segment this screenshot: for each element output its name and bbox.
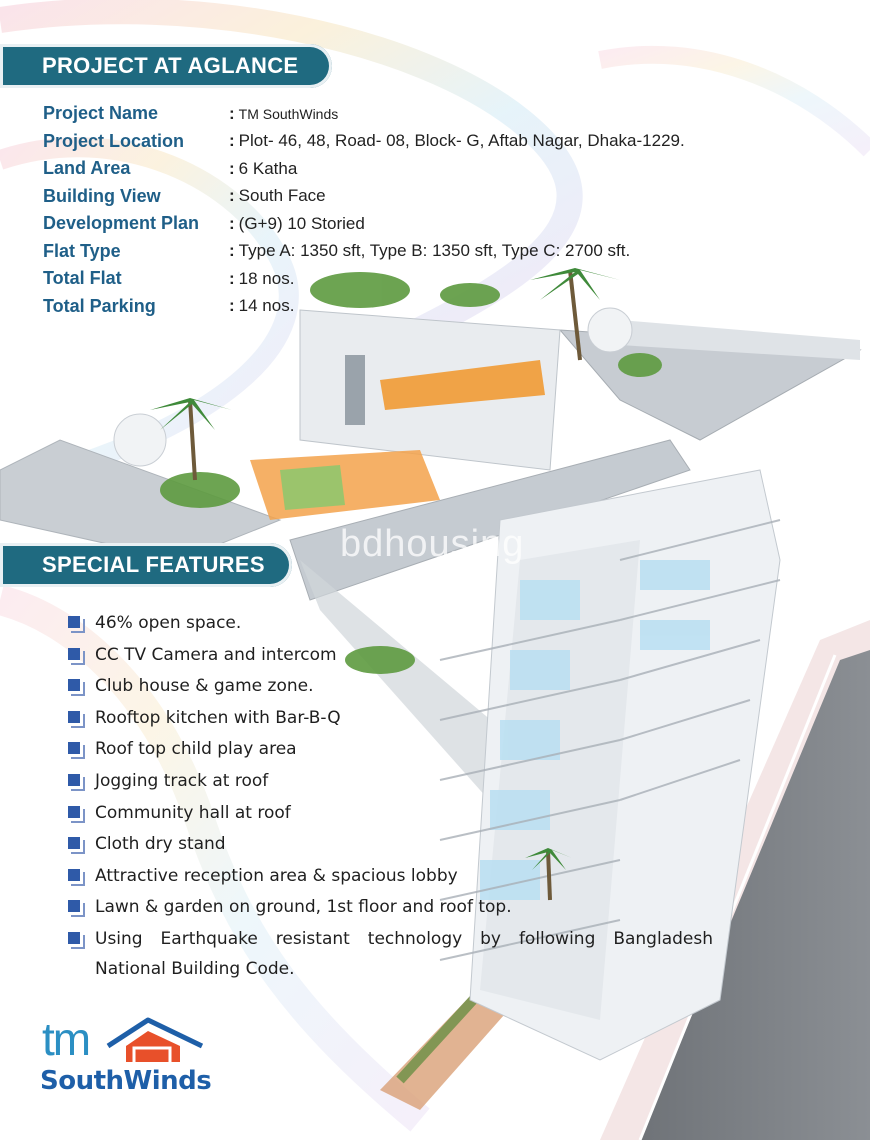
detail-row-total-flat <box>43 265 685 293</box>
features-section-title: SPECIAL FEATURES <box>42 552 265 577</box>
detail-separator: : <box>229 158 235 178</box>
square-bullet-icon <box>68 806 83 821</box>
special-features-banner <box>0 543 292 587</box>
square-bullet-icon <box>68 900 83 915</box>
square-bullet-icon <box>68 932 83 947</box>
detail-label: Flat Type <box>43 240 121 261</box>
feature-item: Attractive reception area & spacious lobby <box>68 861 713 893</box>
feature-item: Community hall at roof <box>68 798 713 830</box>
detail-row-land-area <box>43 155 685 183</box>
detail-value: South Face <box>238 186 326 206</box>
detail-separator: : <box>229 213 235 233</box>
detail-label: Land Area <box>43 158 131 179</box>
detail-label: Total Flat <box>43 268 122 289</box>
features-list <box>68 608 713 984</box>
detail-label: Building View <box>43 185 161 206</box>
project-at-a-glance-banner <box>0 44 332 88</box>
square-bullet-icon <box>68 742 83 757</box>
detail-value: 14 nos. <box>238 296 295 316</box>
detail-label: Development Plan <box>43 213 200 234</box>
detail-row-project-name <box>43 100 685 128</box>
square-bullet-icon <box>68 648 83 663</box>
detail-separator: : <box>229 131 235 151</box>
detail-value: (G+9) 10 Storied <box>238 213 365 233</box>
detail-row-total-parking <box>43 293 685 321</box>
detail-value: 18 nos. <box>238 268 295 288</box>
detail-row-building-view <box>43 183 685 211</box>
detail-value: Plot- 46, 48, Road- 08, Block- G, Aftab Nagar, Dhaka-1229. <box>238 131 685 151</box>
feature-item: Using Earthquake resistant technology by following Bangladesh National Building Code. <box>68 924 713 984</box>
detail-separator: : <box>229 241 235 261</box>
detail-label: Project Location <box>43 130 185 151</box>
detail-label: Project Name <box>43 103 159 124</box>
detail-separator: : <box>229 268 235 288</box>
square-bullet-icon <box>68 679 83 694</box>
detail-row-development-plan <box>43 210 685 238</box>
feature-item: Cloth dry stand <box>68 829 713 861</box>
logo-mark-text: tm <box>42 1013 90 1065</box>
detail-label: Total Parking <box>43 295 156 316</box>
square-bullet-icon <box>68 837 83 852</box>
feature-item: Lawn & garden on ground, 1st floor and roof top. <box>68 892 713 924</box>
square-bullet-icon <box>68 774 83 789</box>
tm-southwinds-logo <box>40 1013 240 1106</box>
feature-item: Roof top child play area <box>68 734 713 766</box>
detail-value: Type A: 1350 sft, Type B: 1350 sft, Type C: 2700 sft. <box>238 241 631 261</box>
detail-separator: : <box>229 103 235 123</box>
detail-row-flat-type <box>43 238 685 266</box>
project-section-title: PROJECT AT AGLANCE <box>42 53 299 78</box>
logo-name-text: SouthWinds <box>40 1066 212 1096</box>
feature-item: 46% open space. <box>68 608 713 640</box>
detail-value: 6 Katha <box>238 158 298 178</box>
feature-item: Club house & game zone. <box>68 671 713 703</box>
watermark-text: bdhousing <box>340 523 525 565</box>
detail-row-project-location <box>43 128 685 156</box>
project-details-table <box>43 100 685 320</box>
feature-item: CC TV Camera and intercom <box>68 640 713 672</box>
detail-separator: : <box>229 186 235 206</box>
feature-item: Jogging track at roof <box>68 766 713 798</box>
square-bullet-icon <box>68 869 83 884</box>
square-bullet-icon <box>68 616 83 631</box>
detail-value: TM SouthWinds <box>238 105 339 122</box>
square-bullet-icon <box>68 711 83 726</box>
house-roof-icon <box>104 1016 214 1068</box>
feature-item: Rooftop kitchen with Bar-B-Q <box>68 703 713 735</box>
detail-separator: : <box>229 296 235 316</box>
